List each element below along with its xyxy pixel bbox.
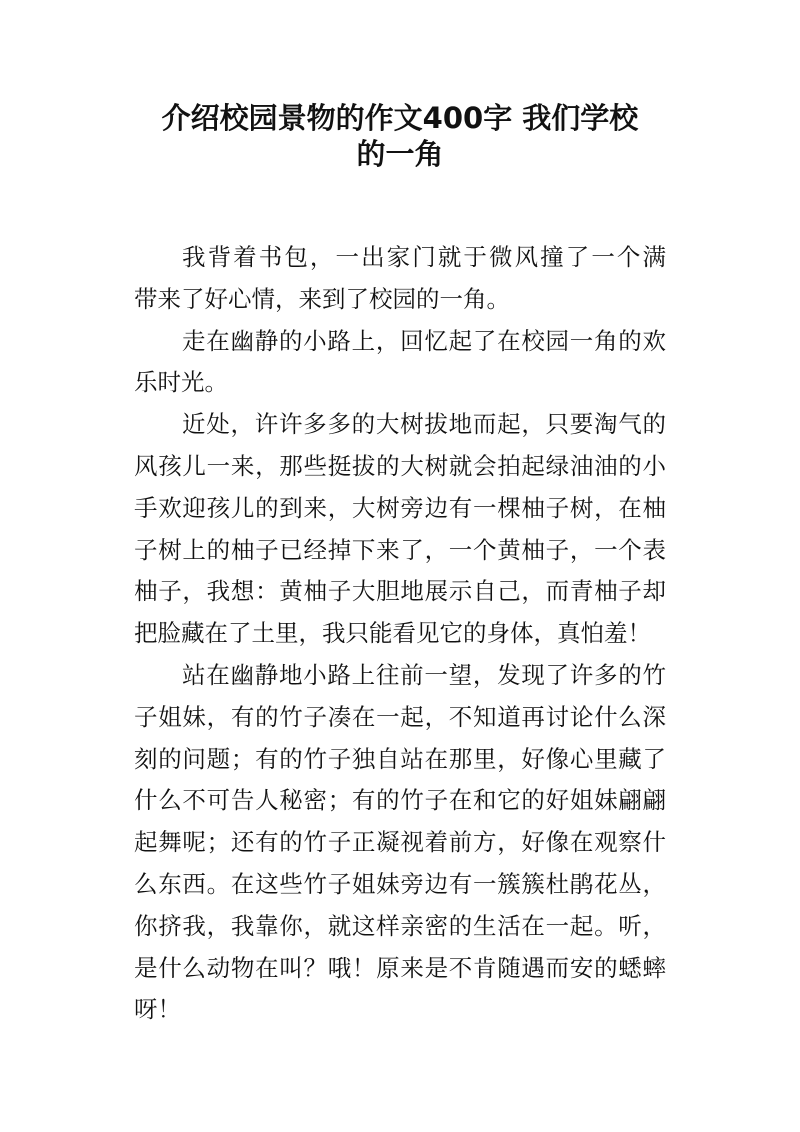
paragraph [134,237,666,321]
paragraph-line: 我背着书包，一出家门就于微风撞了一个满 [182,243,666,271]
paragraph [134,655,666,1031]
document-title [100,100,700,172]
paragraph-line: 什么不可告人秘密；有的竹子在和它的好姐妹翩翩 [134,786,666,815]
paragraph-line: 是什么动物在叫？哦！原来是不肯随遇而安的蟋蟀 [134,953,666,982]
paragraph-line: 你挤我，我靠你，就这样亲密的生活在一起。听， [134,911,666,940]
paragraph-line: 起舞呢；还有的竹子正凝视着前方，好像在观察什 [134,828,666,857]
paragraph [134,404,666,655]
paragraph-line: 柚子，我想：黄柚子大胆地展示自己，而青柚子却 [134,577,666,606]
title-line: 介绍校园景物的作文400字 我们学校 [161,101,639,135]
document-body [134,237,666,1031]
paragraph-line: 走在幽静的小路上，回忆起了在校园一角的欢 [182,326,666,355]
paragraph-line: 刻的问题；有的竹子独自站在那里，好像心里藏了 [134,744,666,773]
paragraph-line: 子树上的柚子已经掉下来了，一个黄柚子，一个表 [134,535,666,564]
paragraph-line: 近处，许许多多的大树拔地而起，只要淘气的 [182,410,666,439]
paragraph-line: 站在幽静地小路上往前一望，发现了许多的竹 [182,660,666,689]
title-line: 的一角 [356,137,444,171]
paragraph-line: 把脸藏在了土里，我只能看见它的身体，真怕羞！ [134,619,651,648]
paragraph-line: 子姐妹，有的竹子凑在一起，不知道再讨论什么深 [134,702,666,731]
paragraph-line: 呀！ [134,995,181,1024]
paragraph-line: 乐时光。 [134,368,228,397]
paragraph-line: 手欢迎孩儿的到来，大树旁边有一棵柚子树，在柚 [134,493,666,522]
paragraph-line: 风孩儿一来，那些挺拔的大树就会拍起绿油油的小 [134,451,666,480]
paragraph-line: 么东西。在这些竹子姐妹旁边有一簇簇杜鹃花丛， [134,869,666,898]
paragraph [134,321,666,405]
paragraph-line: 带来了好心情，来到了校园的一角。 [134,284,510,313]
